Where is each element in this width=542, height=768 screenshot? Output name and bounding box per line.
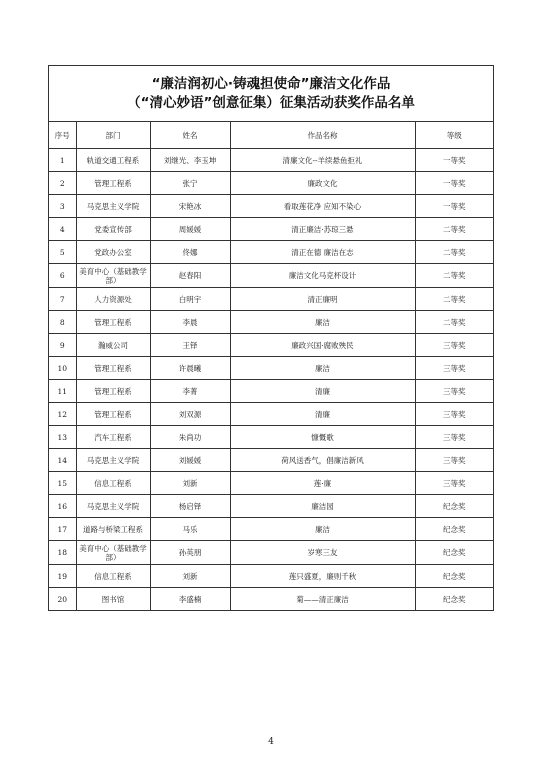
cell-work: 慷慨歌 xyxy=(230,426,415,449)
cell-grade: 二等奖 xyxy=(415,218,493,241)
cell-dept: 美育中心（基础教学部） xyxy=(76,541,150,565)
table-row xyxy=(49,172,493,195)
cell-dept: 马克思主义学院 xyxy=(76,495,150,518)
cell-grade: 一等奖 xyxy=(415,172,493,195)
cell-grade: 一等奖 xyxy=(415,149,493,172)
table-row xyxy=(49,149,493,172)
table-header-row xyxy=(49,122,493,149)
cell-grade: 二等奖 xyxy=(415,241,493,264)
cell-work: 廉洁 xyxy=(230,357,415,380)
cell-work: 清廉 xyxy=(230,380,415,403)
cell-work: 清正廉洁·苏琼三悬 xyxy=(230,218,415,241)
cell-work: 菊——清正廉洁 xyxy=(230,588,415,611)
cell-no: 1 xyxy=(49,149,76,172)
table-row xyxy=(49,288,493,311)
cell-no: 17 xyxy=(49,518,76,541)
cell-work: 清正在德 廉洁在志 xyxy=(230,241,415,264)
table-row xyxy=(49,357,493,380)
cell-grade: 二等奖 xyxy=(415,311,493,334)
cell-grade: 纪念奖 xyxy=(415,565,493,588)
cell-no: 4 xyxy=(49,218,76,241)
cell-no: 13 xyxy=(49,426,76,449)
cell-dept: 信息工程系 xyxy=(76,565,150,588)
header-name: 姓名 xyxy=(150,122,230,149)
table-row xyxy=(49,449,493,472)
cell-work: 清正廉明 xyxy=(230,288,415,311)
table-row xyxy=(49,218,493,241)
cell-name: 佟娜 xyxy=(150,241,230,264)
cell-grade: 三等奖 xyxy=(415,380,493,403)
cell-name: 孙英朋 xyxy=(150,541,230,565)
cell-dept: 信息工程系 xyxy=(76,472,150,495)
table-row xyxy=(49,588,493,611)
cell-work: 廉洁园 xyxy=(230,495,415,518)
cell-no: 3 xyxy=(49,195,76,218)
cell-dept: 轨道交通工程系 xyxy=(76,149,150,172)
cell-name: 白明宇 xyxy=(150,288,230,311)
cell-name: 刘双源 xyxy=(150,403,230,426)
cell-work: 廉洁 xyxy=(230,311,415,334)
cell-dept: 管理工程系 xyxy=(76,172,150,195)
cell-grade: 三等奖 xyxy=(415,334,493,357)
cell-name: 马乐 xyxy=(150,518,230,541)
table-row xyxy=(49,380,493,403)
cell-dept: 党委宣传部 xyxy=(76,218,150,241)
header-dept: 部门 xyxy=(76,122,150,149)
cell-dept: 管理工程系 xyxy=(76,357,150,380)
cell-grade: 纪念奖 xyxy=(415,518,493,541)
table-row xyxy=(49,334,493,357)
cell-work: 看取莲花净 应知不染心 xyxy=(230,195,415,218)
table-row xyxy=(49,264,493,288)
cell-dept: 瀚威公司 xyxy=(76,334,150,357)
document-title xyxy=(49,66,493,122)
cell-no: 8 xyxy=(49,311,76,334)
title-line-2: （“清心妙语”创意征集）征集活动获奖作品名单 xyxy=(127,94,415,111)
table-row xyxy=(49,565,493,588)
cell-no: 16 xyxy=(49,495,76,518)
table-row xyxy=(49,426,493,449)
cell-work: 清廉文化--羊续悬鱼拒礼 xyxy=(230,149,415,172)
header-grade: 等级 xyxy=(415,122,493,149)
table-row xyxy=(49,311,493,334)
cell-no: 7 xyxy=(49,288,76,311)
cell-dept: 道路与桥梁工程系 xyxy=(76,518,150,541)
cell-work: 岁寒三友 xyxy=(230,541,415,565)
cell-grade: 二等奖 xyxy=(415,264,493,288)
title-line-1: “廉洁润初心·铸魂担使命”廉洁文化作品 xyxy=(151,75,391,92)
cell-no: 20 xyxy=(49,588,76,611)
cell-dept: 马克思主义学院 xyxy=(76,449,150,472)
cell-work: 莲只盛夏，廉则千秋 xyxy=(230,565,415,588)
cell-grade: 一等奖 xyxy=(415,195,493,218)
cell-dept: 人力资源处 xyxy=(76,288,150,311)
cell-no: 15 xyxy=(49,472,76,495)
header-no: 序号 xyxy=(49,122,76,149)
cell-grade: 三等奖 xyxy=(415,357,493,380)
cell-name: 许晨曦 xyxy=(150,357,230,380)
cell-dept: 党政办公室 xyxy=(76,241,150,264)
table-row xyxy=(49,195,493,218)
table-row xyxy=(49,541,493,565)
cell-name: 赵春阳 xyxy=(150,264,230,288)
cell-name: 刘媛媛 xyxy=(150,449,230,472)
cell-no: 18 xyxy=(49,541,76,565)
cell-name: 朱尚功 xyxy=(150,426,230,449)
cell-no: 9 xyxy=(49,334,76,357)
cell-grade: 三等奖 xyxy=(415,426,493,449)
cell-name: 张宁 xyxy=(150,172,230,195)
page-number: 4 xyxy=(268,737,274,747)
cell-work: 清廉 xyxy=(230,403,415,426)
cell-grade: 三等奖 xyxy=(415,449,493,472)
cell-work: 荷风送香气，倡廉洁新风 xyxy=(230,449,415,472)
table-row xyxy=(49,472,493,495)
table-row xyxy=(49,495,493,518)
table-row xyxy=(49,518,493,541)
table-row xyxy=(49,403,493,426)
cell-no: 2 xyxy=(49,172,76,195)
cell-no: 19 xyxy=(49,565,76,588)
header-work: 作品名称 xyxy=(230,122,415,149)
cell-name: 王铎 xyxy=(150,334,230,357)
cell-work: 廉洁文化马克杯设计 xyxy=(230,264,415,288)
cell-dept: 管理工程系 xyxy=(76,403,150,426)
cell-work: 廉洁 xyxy=(230,518,415,541)
award-table xyxy=(49,122,493,610)
cell-work: 廉政文化 xyxy=(230,172,415,195)
cell-dept: 美育中心（基础教学部） xyxy=(76,264,150,288)
cell-no: 12 xyxy=(49,403,76,426)
cell-dept: 马克思主义学院 xyxy=(76,195,150,218)
cell-grade: 纪念奖 xyxy=(415,541,493,565)
cell-work: 莲·廉 xyxy=(230,472,415,495)
cell-grade: 纪念奖 xyxy=(415,495,493,518)
cell-grade: 三等奖 xyxy=(415,403,493,426)
cell-name: 周媛媛 xyxy=(150,218,230,241)
cell-no: 14 xyxy=(49,449,76,472)
cell-name: 宋艳冰 xyxy=(150,195,230,218)
cell-no: 11 xyxy=(49,380,76,403)
cell-name: 李盛楠 xyxy=(150,588,230,611)
cell-work: 廉政兴国·腐败殃民 xyxy=(230,334,415,357)
award-list-sheet xyxy=(48,65,494,611)
cell-grade: 二等奖 xyxy=(415,288,493,311)
cell-grade: 纪念奖 xyxy=(415,588,493,611)
cell-name: 刘新 xyxy=(150,565,230,588)
cell-name: 李菁 xyxy=(150,380,230,403)
cell-dept: 图书馆 xyxy=(76,588,150,611)
cell-dept: 管理工程系 xyxy=(76,311,150,334)
cell-name: 杨启铎 xyxy=(150,495,230,518)
cell-name: 刘继光、李玉坤 xyxy=(150,149,230,172)
cell-no: 6 xyxy=(49,264,76,288)
cell-dept: 汽车工程系 xyxy=(76,426,150,449)
cell-dept: 管理工程系 xyxy=(76,380,150,403)
cell-no: 10 xyxy=(49,357,76,380)
cell-grade: 三等奖 xyxy=(415,472,493,495)
cell-no: 5 xyxy=(49,241,76,264)
cell-name: 李晨 xyxy=(150,311,230,334)
cell-name: 刘新 xyxy=(150,472,230,495)
table-row xyxy=(49,241,493,264)
